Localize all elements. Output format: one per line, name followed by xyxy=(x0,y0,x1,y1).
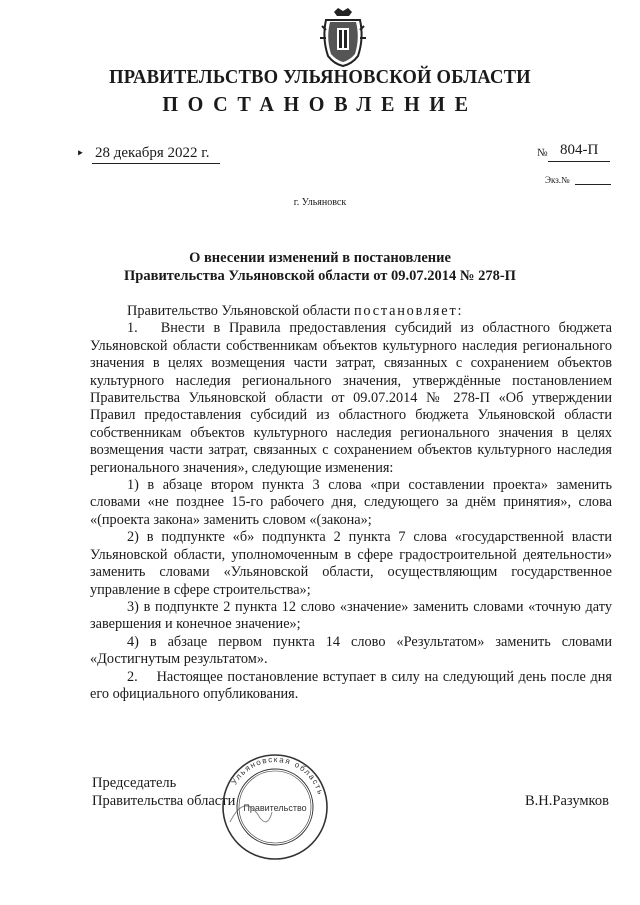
paragraph-2: 2. Настоящее постановление вступает в силу на следующий день после дня его официального опубликования. xyxy=(90,668,612,702)
paragraph-1: 1. Внести в Правила предоставления субсидий из областного бюджета Ульяновской области собственникам объектов культурного наследия регионального значения в целях возмещения части затрат, связанных с сохранением объектов культурного наследия регионального значения, утверждённые постановлением Правительства Ульяновской области от 09.07.2014 № 278-П «Об утверждении Правил предоставления субсидий из областного бюджета Ульяновской области собственникам объектов культурного наследия регионального значения в целях возмещения части затрат, связанных с сохранением объектов культурного наследия регионального значения», следующие изменения: xyxy=(90,320,612,476)
intro-verb: постановляет: xyxy=(353,303,464,319)
document-title-line2: Правительства Ульяновской области от 09.07.2014 № 278-П xyxy=(124,268,516,284)
copy-number-underline xyxy=(575,184,611,185)
paragraph-1-item-3: 3) в подпункте 2 пункта 12 слово «значение» заменить словами «точную дату завершения и конечное значение»; xyxy=(90,598,612,633)
paragraph-1-item-4: 4) в абзаце первом пункта 14 слово «Результатом» заменить словами «Достигнутым результатом». xyxy=(90,633,612,668)
stamp-center-text: Правительство xyxy=(243,803,307,813)
paragraph-1-item-2: 2) в подпункте «б» подпункта 2 пункта 7 слова «государственной власти Ульяновской области, уполномоченным в сфере градостроительной деятельности» заменить словами «Ульяновской области, осуществляющим государственное управление в сфере строительства»; xyxy=(90,529,612,598)
date-underline xyxy=(92,163,220,164)
signatory-name: В.Н.Разумков xyxy=(525,793,609,809)
svg-text:Ульяновская область xyxy=(230,755,326,797)
margin-mark: ‣ xyxy=(76,147,85,162)
signatory-position-line2: Правительства области xyxy=(92,793,236,809)
paragraph-1-item-1: 1) в абзаце втором пункта 3 слова «при составлении проекта» заменить словами «не позднее 15-го рабочего дня, следующего за днём принятия», слова «(проекта закона» заменить словом «(закона»; xyxy=(90,477,612,528)
government-title: ПРАВИТЕЛЬСТВО УЛЬЯНОВСКОЙ ОБЛАСТИ xyxy=(109,66,531,88)
official-stamp xyxy=(220,752,330,862)
document-title-line1: О внесении изменений в постановление xyxy=(189,250,451,266)
document-number: 804-П xyxy=(560,142,599,158)
city: г. Ульяновск xyxy=(293,197,347,208)
number-underline xyxy=(548,161,610,162)
signatory-position-line1: Председатель xyxy=(92,775,177,791)
document-type: ПОСТАНОВЛЕНИЕ xyxy=(162,92,478,116)
number-label: № xyxy=(537,147,548,159)
intro-prefix: Правительство Ульяновской области xyxy=(127,303,351,319)
document-date: 28 декабря 2022 г. xyxy=(95,145,210,161)
coat-of-arms-icon xyxy=(320,8,366,68)
document-body xyxy=(90,303,612,703)
intro-paragraph xyxy=(90,303,612,320)
stamp-ring-text: Ульяновская область xyxy=(229,754,326,797)
copy-number-label: Экз.№ xyxy=(545,175,570,185)
